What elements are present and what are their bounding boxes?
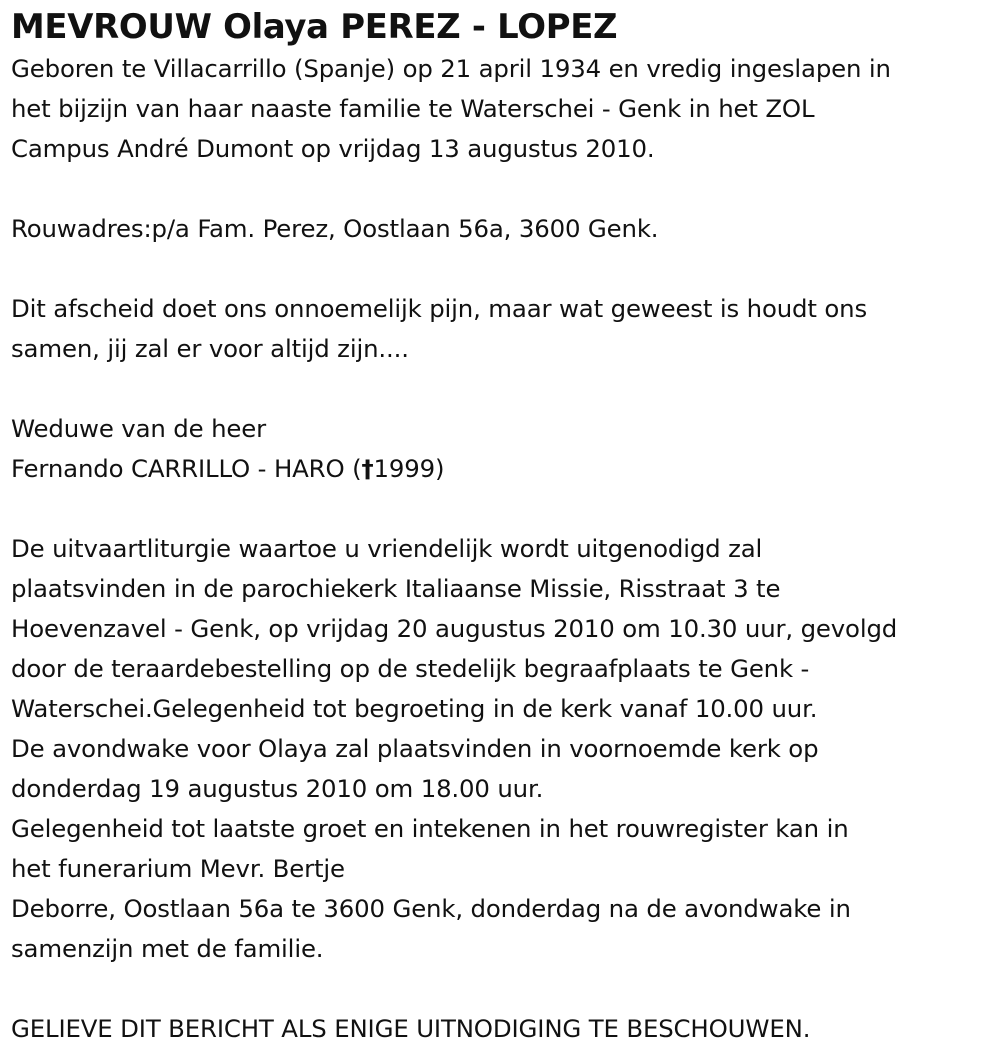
ceremony-line: door de teraardebestelling op de stedelijk begraafplaats te Genk - bbox=[11, 654, 810, 683]
birth-line: Campus André Dumont op vrijdag 13 augustus 2010. bbox=[11, 134, 655, 163]
birth-paragraph bbox=[11, 49, 991, 169]
ceremony-line: De uitvaartliturgie waartoe u vriendelijk wordt uitgenodigd zal bbox=[11, 534, 763, 563]
ceremony-line: Waterschei.Gelegenheid tot begroeting in de kerk vanaf 10.00 uur. bbox=[11, 694, 818, 723]
birth-line: Geboren te Villacarrillo (Spanje) op 21 april 1934 en vredig ingeslapen in bbox=[11, 54, 891, 83]
birth-line: het bijzijn van haar naaste familie te Waterschei - Genk in het ZOL bbox=[11, 94, 815, 123]
ceremony-paragraph bbox=[11, 529, 991, 969]
widow-line: Weduwe van de heer bbox=[11, 414, 266, 443]
closing-line: GELIEVE DIT BERICHT ALS ENIGE UITNODIGING TE BESCHOUWEN. bbox=[11, 1014, 811, 1043]
spouse-name: Fernando CARRILLO - HARO ( bbox=[11, 454, 362, 483]
mourning-address-line: Rouwadres:p/a Fam. Perez, Oostlaan 56a, 3600 Genk. bbox=[11, 214, 659, 243]
closing-paragraph bbox=[11, 1009, 991, 1049]
paragraph-spacer bbox=[11, 249, 991, 289]
spouse-death-year: 1999) bbox=[373, 454, 445, 483]
cross-icon: † bbox=[361, 454, 374, 483]
quote-line: Dit afscheid doet ons onnoemelijk pijn, maar wat geweest is houdt ons bbox=[11, 294, 868, 323]
ceremony-line: Hoevenzavel - Genk, op vrijdag 20 augustus 2010 om 10.30 uur, gevolgd bbox=[11, 614, 898, 643]
paragraph-spacer bbox=[11, 369, 991, 409]
ceremony-line: het funerarium Mevr. Bertje bbox=[11, 854, 345, 883]
ceremony-line: plaatsvinden in de parochiekerk Italiaanse Missie, Risstraat 3 te bbox=[11, 574, 781, 603]
ceremony-line: Deborre, Oostlaan 56a te 3600 Genk, donderdag na de avondwake in bbox=[11, 894, 851, 923]
paragraph-spacer bbox=[11, 969, 991, 1009]
notice-title: MEVROUW Olaya PEREZ - LOPEZ bbox=[11, 7, 618, 46]
ceremony-line: De avondwake voor Olaya zal plaatsvinden in voornoemde kerk op bbox=[11, 734, 819, 763]
quote-line: samen, jij zal er voor altijd zijn.... bbox=[11, 334, 409, 363]
ceremony-line: samenzijn met de familie. bbox=[11, 934, 324, 963]
paragraph-spacer bbox=[11, 489, 991, 529]
widow-paragraph bbox=[11, 409, 991, 489]
ceremony-line: Gelegenheid tot laatste groet en intekenen in het rouwregister kan in bbox=[11, 814, 849, 843]
death-notice bbox=[11, 0, 991, 1049]
paragraph-spacer bbox=[11, 169, 991, 209]
mourning-address bbox=[11, 209, 991, 249]
ceremony-line: donderdag 19 augustus 2010 om 18.00 uur. bbox=[11, 774, 544, 803]
spouse-name-line bbox=[11, 449, 991, 489]
quote-paragraph bbox=[11, 289, 991, 369]
